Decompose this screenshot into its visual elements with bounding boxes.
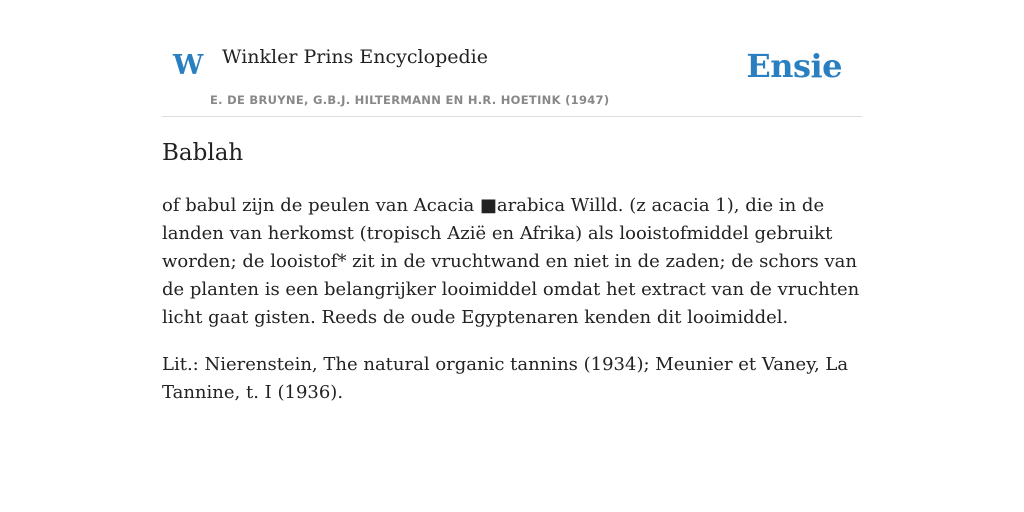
source-header xyxy=(162,0,862,117)
ensie-logo[interactable]: Ensie xyxy=(746,47,842,85)
publication-authors: E. DE BRUYNE, G.B.J. HILTERMANN EN H.R. HOETINK (1947) xyxy=(210,93,610,107)
entry-paragraph-literature: Lit.: Nierenstein, The natural organic tannins (1934); Meunier et Vaney, La Tannine, t. I (1936). xyxy=(162,354,849,403)
entry-title: Bablah xyxy=(162,140,244,166)
entry-body xyxy=(162,192,862,426)
publication-title[interactable]: Winkler Prins Encyclopedie xyxy=(222,46,488,68)
entry-paragraph-definition: of babul zijn de peulen van Acacia ■arabica Willd. (z acacia 1), die in de landen van herkomst (tropisch Azië en Afrika) als looistofmiddel gebruikt worden; de looistof* zit in de vruchtwand en niet in de zaden; de schors van de planten is een belangrijker looimiddel omdat het extract van de vruchten licht gaat gisten. Reeds de oude Egyptenaren kenden dit looimiddel. xyxy=(162,195,860,328)
page-container xyxy=(162,0,862,403)
publication-logo[interactable]: W xyxy=(173,50,204,81)
